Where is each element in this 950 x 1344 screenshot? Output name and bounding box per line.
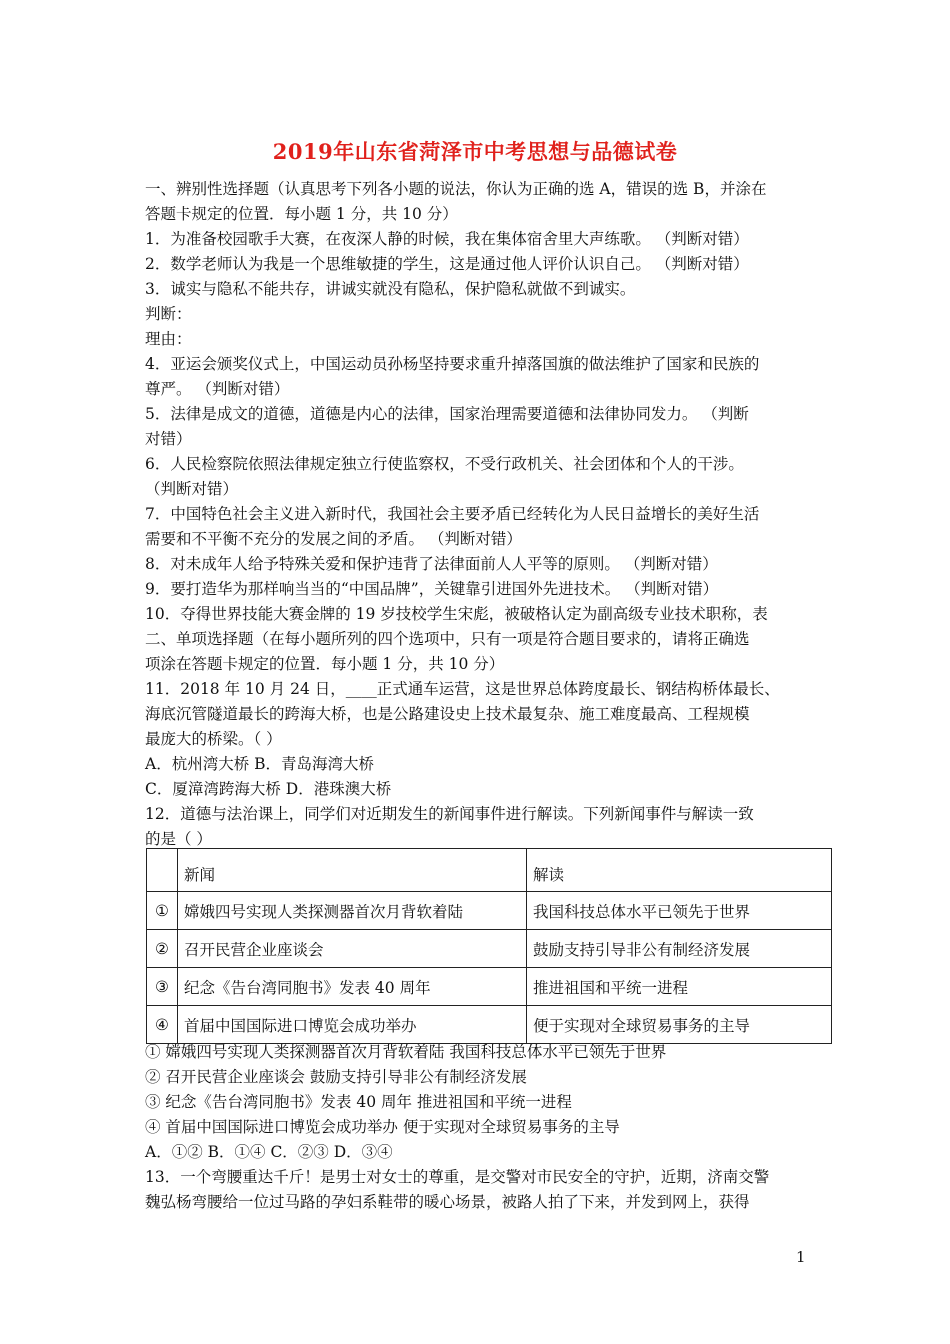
table-cell: 便于实现对全球贸易事务的主导 (527, 1006, 832, 1044)
table-header-cell: 解读 (527, 849, 832, 892)
text-line: 2．数学老师认为我是一个思维敏捷的学生，这是通过他人评价认识自己。 （判断对错） (145, 255, 749, 273)
text-line: 4．亚运会颁奖仪式上，中国运动员孙杨坚持要求重升掉落国旗的做法维护了国家和民族的 (145, 355, 760, 373)
page-number: 1 (796, 1248, 806, 1266)
text-line: 3．诚实与隐私不能共存，讲诚实就没有隐私，保护隐私就做不到诚实。 (145, 280, 636, 298)
table-cell: 鼓励支持引导非公有制经济发展 (527, 930, 832, 968)
table-row (147, 1006, 832, 1044)
text-line: 二、单项选择题（在每小题所列的四个选项中，只有一项是符合题目要求的，请将正确选 (145, 630, 750, 648)
text-line: ② 召开民营企业座谈会 鼓励支持引导非公有制经济发展 (145, 1068, 527, 1086)
table-header-cell (147, 849, 178, 892)
table-row (147, 968, 832, 1006)
text-line: 理由： (145, 330, 192, 348)
text-line: ③ 纪念《告台湾同胞书》发表 40 周年 推进祖国和平统一进程 (145, 1093, 572, 1111)
text-line: 项涂在答题卡规定的位置．每小题 1 分，共 10 分） (145, 655, 505, 673)
text-line: 海底沉管隧道最长的跨海大桥，也是公路建设史上技术最复杂、施工难度最高、工程规模 (145, 705, 750, 723)
text-line: 10．夺得世界技能大赛金牌的 19 岁技校学生宋彪，被破格认定为副高级专业技术职称，表 (145, 605, 768, 623)
table-header-cell: 新闻 (178, 849, 527, 892)
table-cell: 嫦娥四号实现人类探测器首次月背软着陆 (178, 892, 527, 930)
table-row (147, 930, 832, 968)
table-cell: 首届中国国际进口博览会成功举办 (178, 1006, 527, 1044)
table-cell: 召开民营企业座谈会 (178, 930, 527, 968)
text-line: （判断对错） (145, 480, 239, 498)
table-cell: ① (147, 892, 178, 930)
table-cell: 纪念《告台湾同胞书》发表 40 周年 (178, 968, 527, 1006)
text-line: 7．中国特色社会主义进入新时代，我国社会主要矛盾已经转化为人民日益增长的美好生活 (145, 505, 760, 523)
text-line: 1．为准备校园歌手大赛，在夜深人静的时候，我在集体宿舍里大声练歌。 （判断对错） (145, 230, 749, 248)
text-line: ④ 首届中国国际进口博览会成功举办 便于实现对全球贸易事务的主导 (145, 1118, 620, 1136)
text-line: 6．人民检察院依照法律规定独立行使监察权，不受行政机关、社会团体和个人的干涉。 (145, 455, 744, 473)
page-title: 2019年山东省菏泽市中考思想与品德试卷 (272, 139, 678, 164)
text-line: 对错） (145, 430, 192, 448)
text-line: A．①② B．①④ C．②③ D．③④ (145, 1143, 393, 1161)
text-line: 需要和不平衡不充分的发展之间的矛盾。 （判断对错） (145, 530, 522, 548)
text-line: 9．要打造华为那样响当当的“中国品牌”，关键靠引进国外先进技术。 （判断对错） (145, 580, 719, 598)
text-line: ① 嫦娥四号实现人类探测器首次月背软着陆 我国科技总体水平已领先于世界 (145, 1043, 667, 1061)
text-line: 11．2018 年 10 月 24 日，____正式通车运营，这是世界总体跨度最长、钢结构桥体最长、 (145, 680, 780, 698)
text-line: 13．一个弯腰重达千斤！是男士对女士的尊重，是交警对市民安全的守护，近期，济南交警 (145, 1168, 770, 1186)
text-line: 一、辨别性选择题（认真思考下列各小题的说法，你认为正确的选 A，错误的选 B，并涂在 (145, 180, 767, 198)
text-line: 判断： (145, 305, 192, 323)
table-cell: ③ (147, 968, 178, 1006)
text-line: 8．对未成年人给予特殊关爱和保护违背了法律面前人人平等的原则。 （判断对错） (145, 555, 718, 573)
text-line: 魏弘杨弯腰给一位过马路的孕妇系鞋带的暖心场景，被路人拍了下来，并发到网上，获得 (145, 1193, 750, 1211)
text-line: A．杭州湾大桥 B．青岛海湾大桥 (145, 755, 375, 773)
text-line: 最庞大的桥梁。（ ） (145, 730, 282, 748)
text-line: 尊严。 （判断对错） (145, 380, 290, 398)
table-header-row (147, 849, 832, 892)
table-cell: ④ (147, 1006, 178, 1044)
text-line: 答题卡规定的位置．每小题 1 分，共 10 分） (145, 205, 458, 223)
news-table (146, 848, 832, 1044)
text-line: 5．法律是成文的道德，道德是内心的法律，国家治理需要道德和法律协同发力。 （判断 (145, 405, 749, 423)
text-line: C．厦漳湾跨海大桥 D．港珠澳大桥 (145, 780, 392, 798)
text-line: 12．道德与法治课上，同学们对近期发生的新闻事件进行解读。下列新闻事件与解读一致 (145, 805, 754, 823)
table-cell: ② (147, 930, 178, 968)
text-line: 的是（ ） (145, 830, 212, 848)
table-cell: 推进祖国和平统一进程 (527, 968, 832, 1006)
table-cell: 我国科技总体水平已领先于世界 (527, 892, 832, 930)
table-row (147, 892, 832, 930)
